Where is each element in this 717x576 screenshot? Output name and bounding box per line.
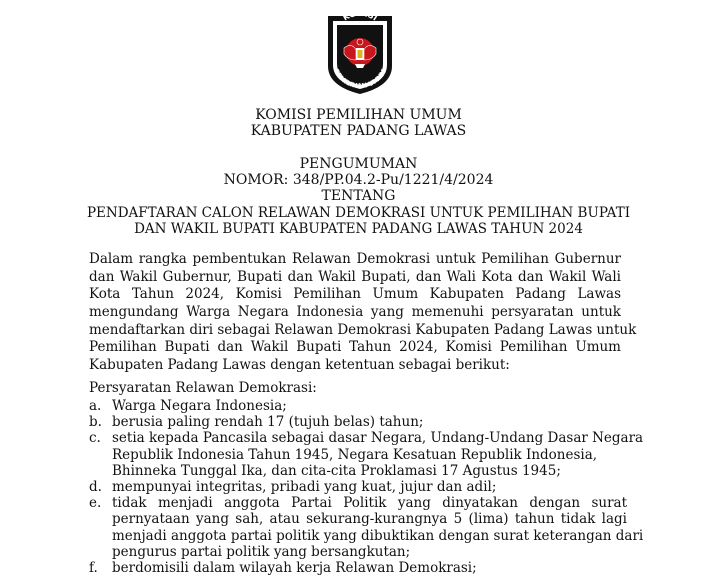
intro-line: Kota Tahun 2024, Komisi Pemilihan Umum Kabupaten Padang Lawas (89, 286, 621, 303)
list-item (89, 495, 644, 560)
list-item (89, 398, 629, 414)
list-item (89, 430, 644, 479)
intro-paragraph (89, 251, 637, 375)
list-item-text: Bhinneka Tunggal Ika, dan cita-cita Proklamasi 17 Agustus 1945; (112, 462, 561, 479)
org-name-line2: KABUPATEN PADANG LAWAS (250, 123, 467, 139)
list-marker: c. (89, 430, 101, 447)
list-item-text: berusia paling rendah 17 (tujuh belas) tahun; (112, 414, 424, 431)
about-label: TENTANG (321, 188, 396, 204)
list-item-text: Republik Indonesia Tahun 1945, Negara Kesatuan Republik Indonesia, (112, 446, 598, 463)
list-item-text: berdomisili dalam wilayah kerja Relawan Demokrasi; (112, 560, 477, 576)
list-marker: d. (89, 479, 102, 496)
list-item-text: setia kepada Pancasila sebagai dasar Negara, Undang-Undang Dasar Negara (112, 430, 644, 447)
list-item-text: tidak menjadi anggota Partai Politik yang dinyatakan dengan surat (112, 495, 627, 512)
document-type: PENGUMUMAN (299, 156, 418, 172)
list-item (89, 479, 629, 495)
list-marker: a. (89, 398, 102, 414)
list-marker: f. (89, 560, 98, 576)
requirements-list (89, 398, 644, 576)
intro-line: Kabupaten Padang Lawas dengan ketentuan sebagai berikut: (89, 357, 510, 374)
list-item (89, 414, 629, 430)
logo-top-text: KOMISI (341, 8, 379, 23)
list-item-text: pengurus partai politik yang bersangkutan; (112, 543, 411, 560)
list-item-text: Warga Negara Indonesia; (112, 398, 287, 414)
intro-line: mendaftarkan diri sebagai Relawan Demokrasi Kabupaten Padang Lawas untuk (89, 321, 637, 338)
list-item-text: pernyataan yang sah, atau sekurang-kurangnya 5 (lima) tahun tidak lagi (112, 511, 627, 528)
kpu-logo (322, 8, 398, 96)
intro-line: Pemilihan Bupati dan Wakil Bupati Tahun 2024, Komisi Pemilihan Umum (89, 339, 621, 356)
org-name-line1: KOMISI PEMILIHAN UMUM (255, 107, 462, 123)
intro-line: dan Wakil Gubernur, Bupati dan Wakil Bupati, dan Wali Kota dan Wakil Wali (89, 268, 621, 285)
requirements-title: Persyaratan Relawan Demokrasi: (89, 380, 317, 396)
list-item-text: mempunyai integritas, pribadi yang kuat, jujur dan adil; (112, 479, 497, 496)
logo-bottom-text: PEMILIHAN UMUM (332, 67, 388, 91)
subject-line2: DAN WAKIL BUPATI KABUPATEN PADANG LAWAS TAHUN 2024 (134, 221, 583, 237)
subject-line1: PENDAFTARAN CALON RELAWAN DEMOKRASI UNTUK PEMILIHAN BUPATI (86, 205, 631, 221)
list-marker: e. (89, 495, 102, 512)
intro-line: mengundang Warga Negara Indonesia yang memenuhi persyaratan untuk (89, 304, 621, 321)
list-item-text: menjadi anggota partai politik yang dibuktikan dengan surat keterangan dari (112, 527, 644, 544)
list-marker: b. (89, 414, 102, 431)
document-number: NOMOR: 348/PP.04.2-Pu/1221/4/2024 (223, 172, 494, 188)
intro-line: Dalam rangka pembentukan Relawan Demokrasi untuk Pemilihan Gubernur (89, 251, 621, 267)
list-item (89, 560, 629, 576)
